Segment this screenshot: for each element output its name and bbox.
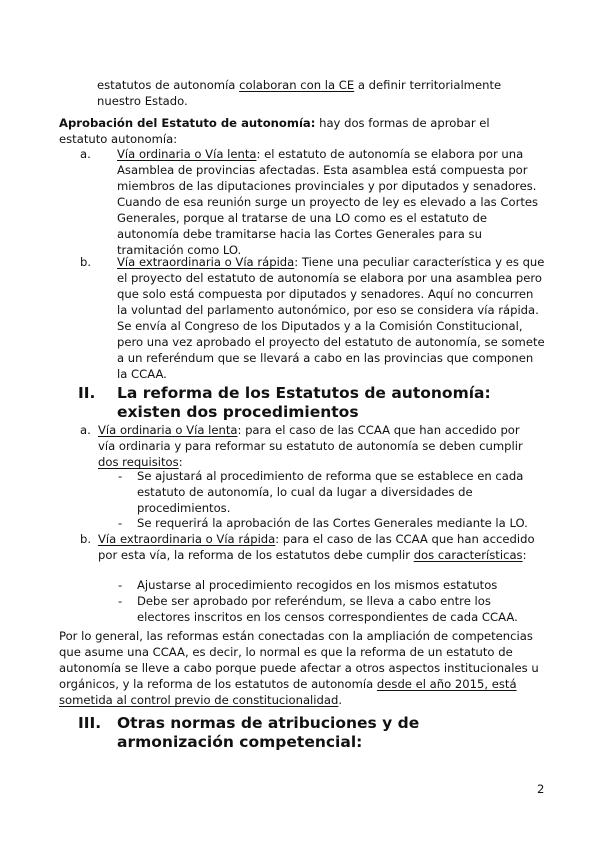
bullet-dash: - xyxy=(118,516,123,530)
section2-item-a-label: a. xyxy=(80,423,91,437)
intro-paragraph: estatutos de autonomía colaboran con la CE a definir territorialmente nuestro Estado. xyxy=(97,78,502,108)
aprobacion-item-b-label: b. xyxy=(80,255,92,269)
section2-item-a-sub-1: Se ajustará al procedimiento de reforma que se establece en cada estatuto de autonomía, lo cual da lugar a diversidades de procedimientos. xyxy=(137,469,524,515)
section2-item-a-sub-2: Se requerirá la aprobación de las Cortes Generales mediante la LO. xyxy=(137,516,528,530)
section2-item-b-sub-2: Debe ser aprobado por referéndum, se lleva a cabo entre los electores inscritos en los censos correspondientes de cada CCAA. xyxy=(137,594,518,624)
section2-item-b-label: b. xyxy=(80,532,92,546)
section2-heading: La reforma de los Estatutos de autonomía: existen dos procedimientos xyxy=(117,384,491,421)
section3-number: III. xyxy=(78,714,102,732)
bullet-dash: - xyxy=(118,594,123,608)
section2-item-b-title: Vía extraordinaria o Vía rápida xyxy=(98,532,276,546)
section2-item-b: Vía extraordinaria o Vía rápida: para el caso de las CCAA que han accedido por esta vía, la reforma de los estatutos debe cumplir dos características: xyxy=(98,532,535,562)
section2-item-a-title: Vía ordinaria o Vía lenta xyxy=(98,423,238,437)
aprobacion-paragraph: Aprobación del Estatuto de autonomía: hay dos formas de aprobar el estatuto autonomía: xyxy=(59,116,490,146)
bullet-dash: - xyxy=(118,578,123,592)
section2-item-b-link: dos características xyxy=(413,548,523,562)
general-paragraph: Por lo general, las reformas están conectadas con la ampliación de competencias que asume una CCAA, es decir, lo normal es que la reforma de un estatuto de autonomía se lleve a cabo porque puede afectar a otros aspectos institucionales u orgánicos, y la reforma de los estatutos de autonomía desde el año 2015, está sometida al control previo de constitucionalidad. xyxy=(59,629,539,707)
section2-number: II. xyxy=(78,384,96,402)
aprobacion-item-b: Vía extraordinaria o Vía rápida: Tiene una peculiar característica y es que el proyecto del estatuto de autonomía se elabora por una asamblea pero que solo está compuesta por diputados y senadores. Aquí no concurren la voluntad del parlamento autonómico, por eso se considera vía rápida. Se envía al Congreso de los Diputados y a la Comisión Constitucional, pero una vez aprobado el proyecto del estatuto de autonomía, se somete a un referéndum que se llevará a cabo en las provincias que componen la CCAA. xyxy=(117,255,545,381)
general-link: desde el año 2015, está sometida al control previo de constitucionalidad xyxy=(59,677,517,707)
bullet-dash: - xyxy=(118,469,123,483)
aprobacion-item-a: Vía ordinaria o Vía lenta: el estatuto de autonomía se elabora por una Asamblea de provincias afectadas. Esta asamblea está compuesta por miembros de las diputaciones provinciales y por diputados y senadores. Cuando de esa reunión surge un proyecto de ley es elevado a las Cortes Generales, porque al tratarse de una LO como es el estatuto de autonomía debe tramitarse hacia las Cortes Generales para su tramitación como LO. xyxy=(117,147,539,257)
section2-item-a: Vía ordinaria o Vía lenta: para el caso de las CCAA que han accedido por vía ordinaria y para reformar su estatuto de autonomía se deben cumplir dos requisitos: xyxy=(98,423,523,469)
intro-link: colaboran con la CE xyxy=(239,78,355,92)
aprobacion-heading: Aprobación del Estatuto de autonomía: xyxy=(59,116,316,130)
page-number: 2 xyxy=(537,782,545,796)
section3-heading: Otras normas de atribuciones y de armonización competencial: xyxy=(117,714,420,751)
section2-item-b-sub-1: Ajustarse al procedimiento recogidos en los mismos estatutos xyxy=(137,578,498,592)
aprobacion-item-a-label: a. xyxy=(80,147,91,161)
section2-item-a-link: dos requisitos xyxy=(98,455,179,469)
aprobacion-item-a-title: Vía ordinaria o Vía lenta xyxy=(117,147,257,161)
aprobacion-item-b-title: Vía extraordinaria o Vía rápida xyxy=(117,255,295,269)
